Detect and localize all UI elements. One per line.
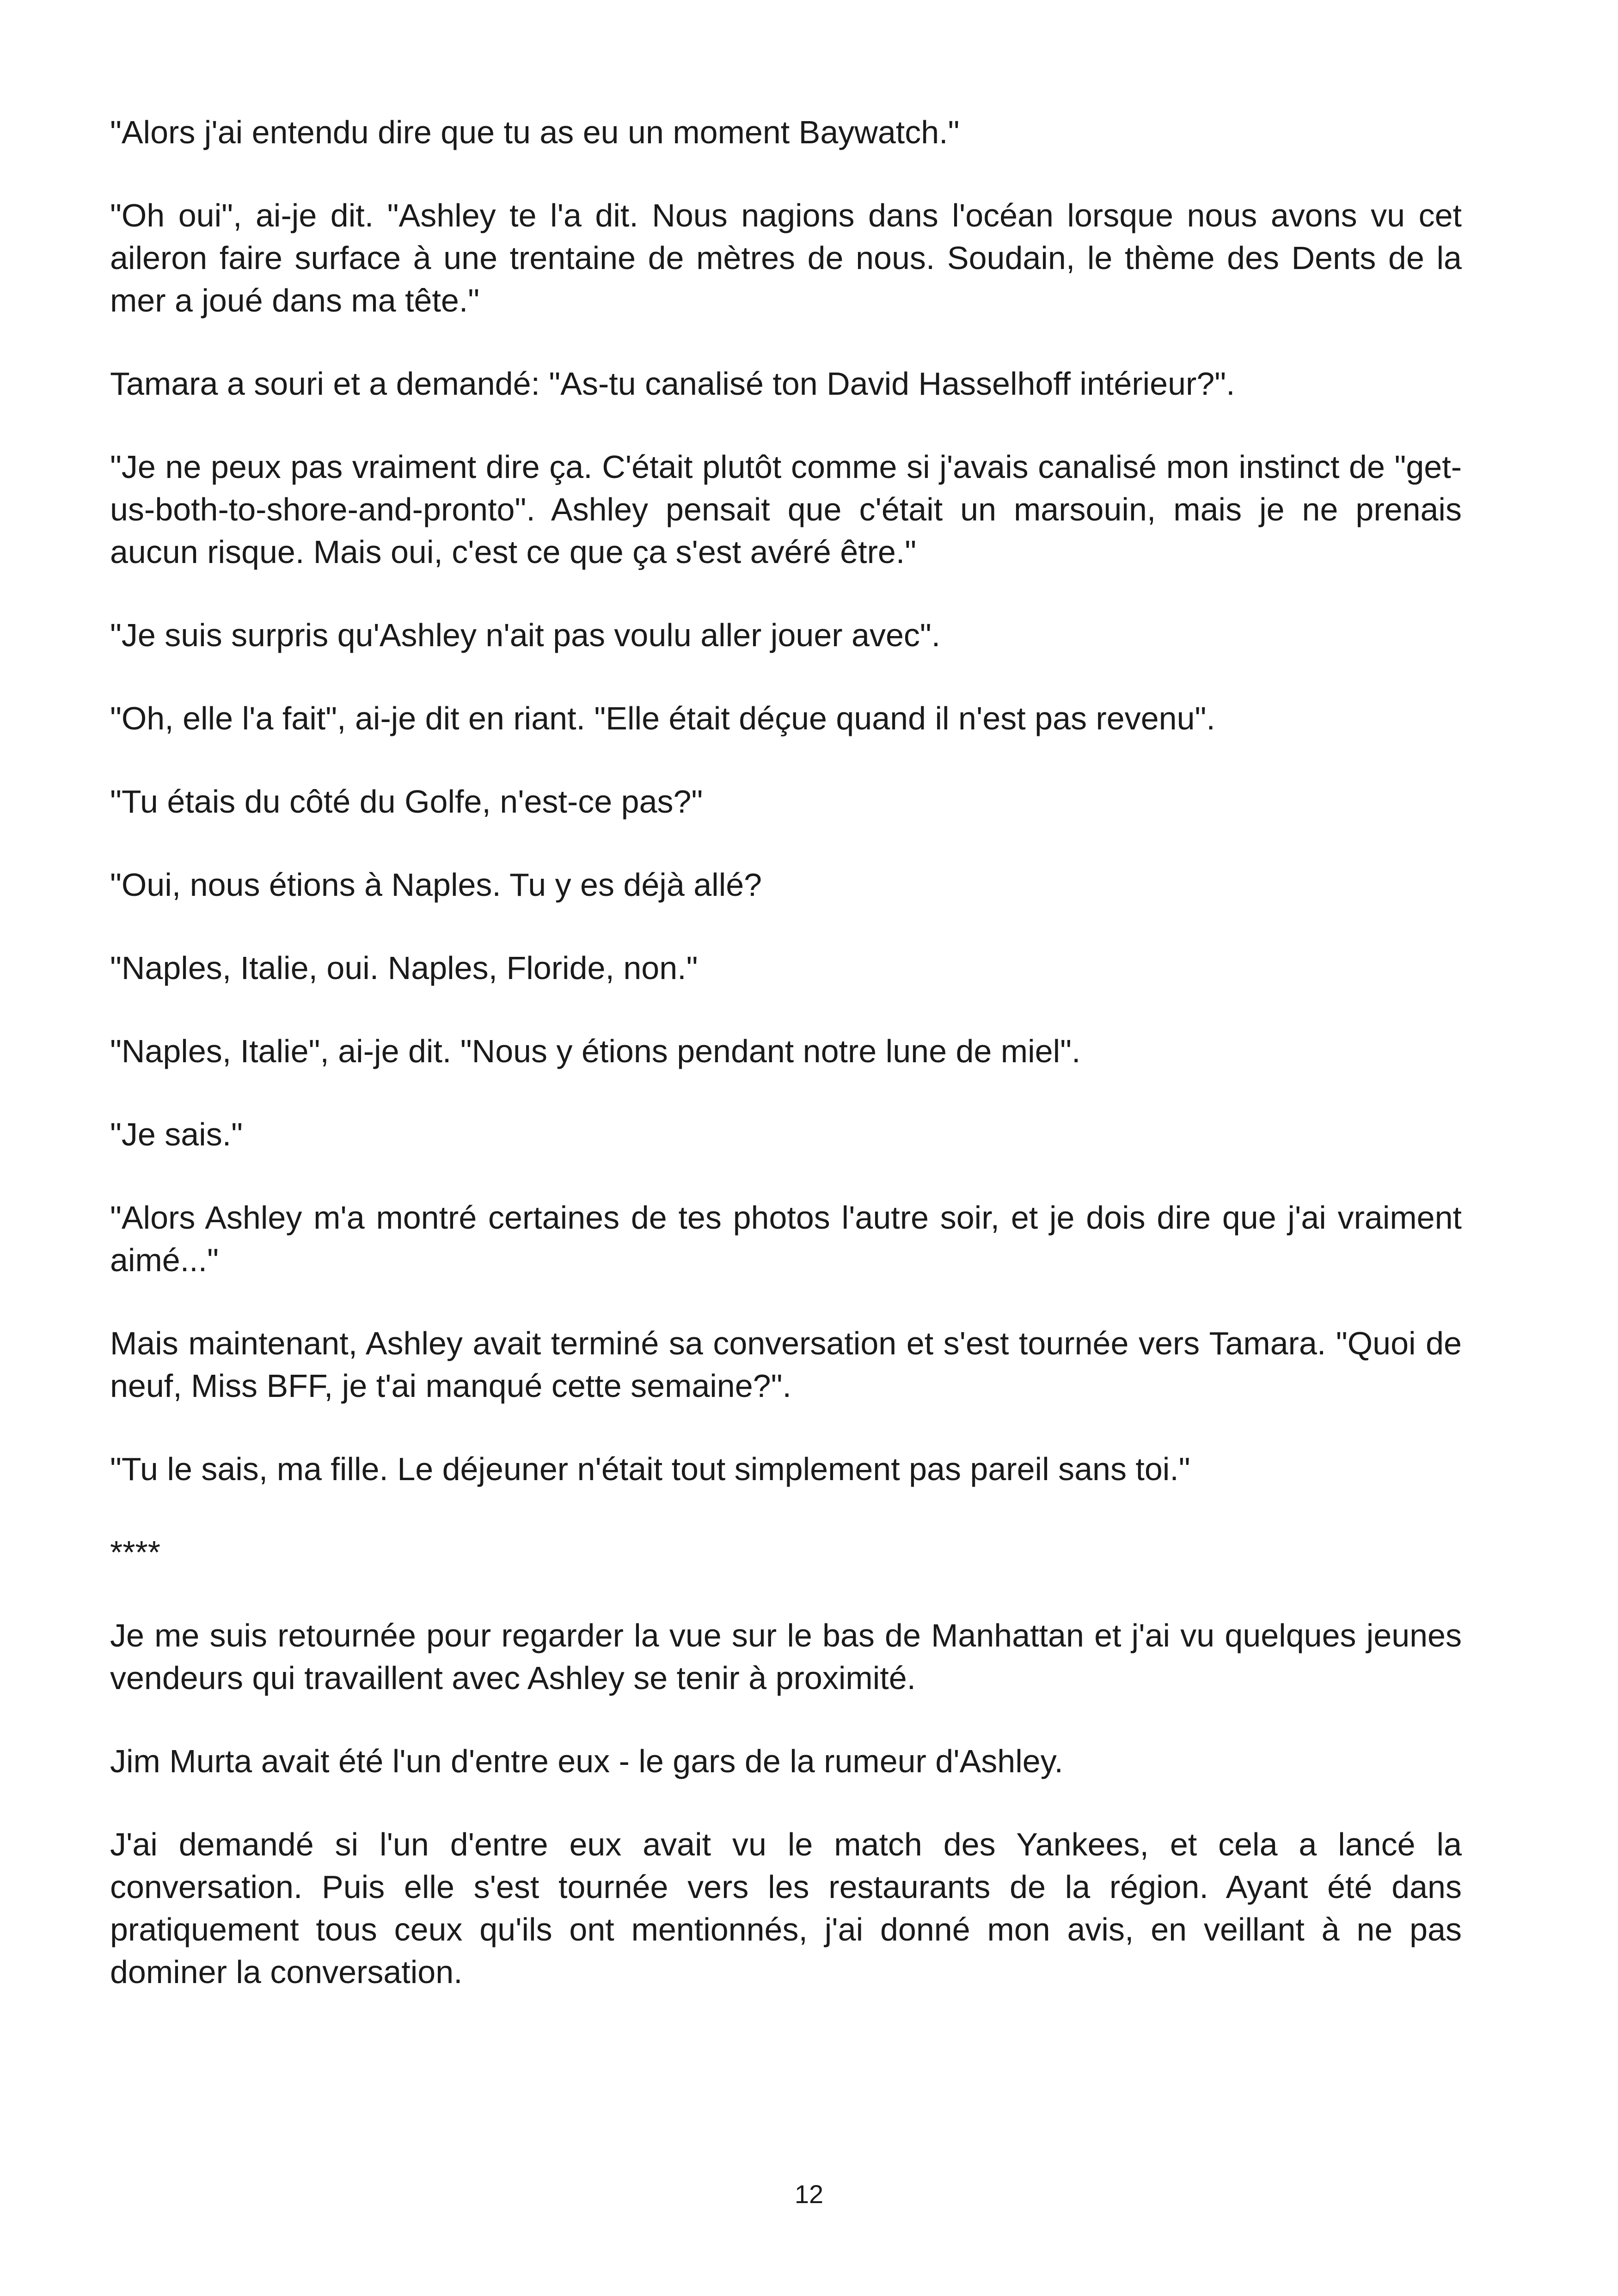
paragraph-1: "Alors j'ai entendu dire que tu as eu un moment Baywatch." — [110, 114, 960, 150]
paragraph-16: Jim Murta avait été l'un d'entre eux - le gars de la rumeur d'Ashley. — [110, 1743, 1063, 1779]
scene-break: **** — [110, 1534, 160, 1570]
paragraph-10: "Naples, Italie", ai-je dit. "Nous y étions pendant notre lune de miel". — [110, 1033, 1081, 1069]
paragraph-2: "Oh oui", ai-je dit. "Ashley te l'a dit. Nous nagions dans l'océan lorsque nous avons vu cet aileron faire surface à une trentaine de mètres de nous. Soudain, le thème des Dents de la mer a joué dans ma tête." — [110, 197, 1462, 318]
paragraph-3: Tamara a souri et a demandé: "As-tu canalisé ton David Hasselhoff intérieur?". — [110, 366, 1235, 402]
paragraph-7: "Tu étais du côté du Golfe, n'est-ce pas?" — [110, 784, 703, 820]
paragraph-12: "Alors Ashley m'a montré certaines de tes photos l'autre soir, et je dois dire que j'ai vraiment aimé..." — [110, 1200, 1462, 1278]
paragraph-15: Je me suis retournée pour regarder la vue sur le bas de Manhattan et j'ai vu quelques jeunes vendeurs qui travaillent avec Ashley se tenir à proximité. — [110, 1617, 1462, 1696]
paragraph-8: "Oui, nous étions à Naples. Tu y es déjà allé? — [110, 867, 762, 903]
paragraph-14: "Tu le sais, ma fille. Le déjeuner n'était tout simplement pas pareil sans toi." — [110, 1451, 1190, 1487]
paragraph-9: "Naples, Italie, oui. Naples, Floride, non." — [110, 950, 698, 986]
paragraph-4: "Je ne peux pas vraiment dire ça. C'était plutôt comme si j'avais canalisé mon instinct de "get-us-both-to-shore-and-pronto". Ashley pensait que c'était un marsouin, mais je ne prenais aucun risque. Mais oui, c'est ce que ça s'est avéré être." — [110, 449, 1462, 570]
page-number: 12 — [794, 2180, 824, 2209]
paragraph-6: "Oh, elle l'a fait", ai-je dit en riant. "Elle était déçue quand il n'est pas revenu". — [110, 700, 1215, 736]
paragraph-11: "Je sais." — [110, 1116, 243, 1152]
document-body — [110, 111, 1462, 1993]
paragraph-17: J'ai demandé si l'un d'entre eux avait vu le match des Yankees, et cela a lancé la conversation. Puis elle s'est tournée vers les restaurants de la région. Ayant été dans pratiquement tous ceux qu'ils ont mentionnés, j'ai donné mon avis, en veillant à ne pas dominer la conversation. — [110, 1826, 1462, 1990]
paragraph-5: "Je suis surpris qu'Ashley n'ait pas voulu aller jouer avec". — [110, 617, 941, 653]
paragraph-13: Mais maintenant, Ashley avait terminé sa conversation et s'est tournée vers Tamara. "Quoi de neuf, Miss BFF, je t'ai manqué cette semaine?". — [110, 1325, 1462, 1404]
